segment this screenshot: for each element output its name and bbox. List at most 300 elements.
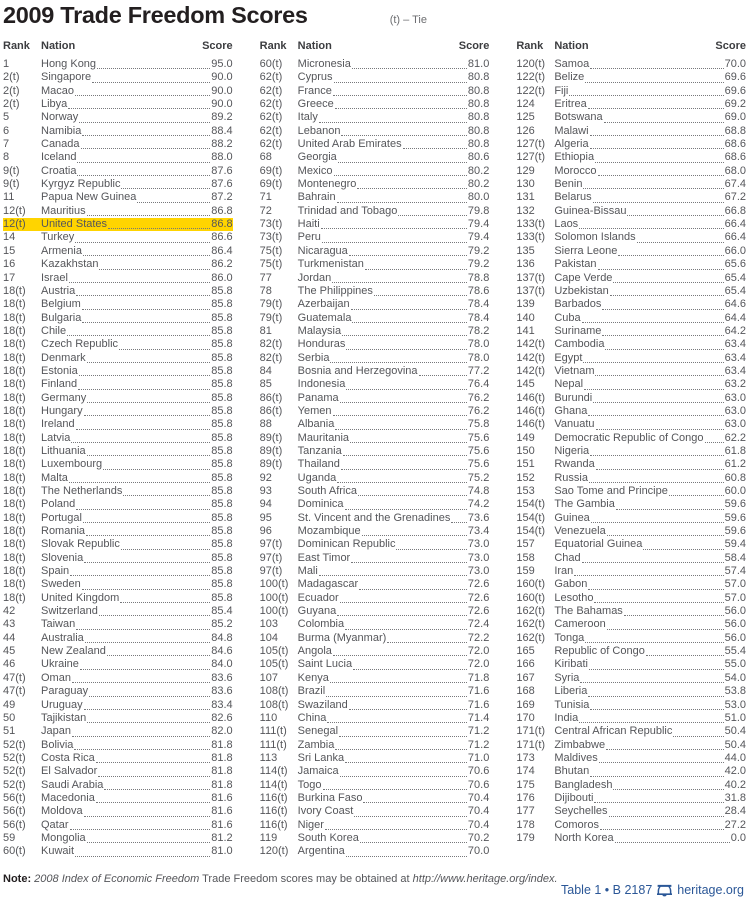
table-row [3, 472, 233, 485]
rank-cell: 100(t) [259, 605, 289, 618]
nation-cell: Rwanda [554, 458, 595, 471]
nation-cell: Turkey [41, 231, 75, 244]
nation-cell: India [554, 711, 579, 724]
nation-cell: Moldova [41, 805, 83, 818]
dot-leader [346, 378, 467, 389]
nation-cell: New Zealand [41, 645, 106, 658]
dot-leader [588, 578, 723, 589]
table-row [260, 779, 490, 792]
nation-cell: Dominican Republic [297, 538, 396, 551]
nation-cell: Burma (Myanmar) [297, 631, 387, 644]
score-cell: 78.4 [467, 311, 490, 324]
nation-cell: Bolivia [41, 738, 74, 751]
dot-leader [618, 245, 723, 256]
table-row [3, 725, 233, 738]
table-row-highlighted [3, 218, 233, 231]
score-cell: 90.0 [211, 71, 233, 84]
table-row [516, 85, 746, 98]
rank-cell: 18(t) [3, 311, 26, 324]
nation-header: Nation [554, 40, 589, 52]
dot-leader [85, 632, 210, 643]
score-cell: 78.2 [467, 324, 490, 337]
nation-cell: Guinea-Bissau [554, 204, 627, 217]
score-cell: 70.4 [467, 791, 490, 804]
rank-cell: 178 [516, 818, 535, 831]
dot-leader [345, 618, 467, 629]
table-row [260, 71, 490, 84]
dot-leader [590, 138, 724, 149]
nation-cell: Uruguay [41, 698, 83, 711]
rank-cell: 142(t) [516, 364, 546, 377]
nation-cell: United States [41, 218, 108, 231]
table-row [260, 578, 490, 591]
rank-cell: 43 [3, 618, 16, 631]
nation-cell: Hong Kong [41, 58, 97, 70]
nation-cell: Mozambique [297, 525, 361, 538]
rank-cell: 1 [3, 58, 10, 70]
table-row [260, 739, 490, 752]
dot-leader [322, 231, 467, 242]
table-row [3, 272, 233, 285]
score-cell: 73.0 [467, 565, 490, 578]
table-row [3, 392, 233, 405]
score-header: Score [715, 40, 746, 52]
rank-cell: 52(t) [3, 778, 26, 791]
rank-cell: 18(t) [3, 511, 26, 524]
table-row [260, 552, 490, 565]
score-cell: 81.8 [211, 778, 233, 791]
rank-cell: 140 [516, 311, 535, 324]
rank-cell: 162(t) [516, 605, 546, 618]
table-row [516, 378, 746, 391]
score-header: Score [458, 40, 490, 52]
score-cell: 63.4 [724, 351, 746, 364]
dot-leader [84, 805, 211, 816]
nation-cell: Saint Lucia [297, 658, 353, 671]
table-row [516, 552, 746, 565]
table-row [516, 752, 746, 765]
dot-leader [84, 699, 211, 710]
table-row [516, 725, 746, 738]
table-row [260, 178, 490, 191]
rank-cell: 149 [516, 431, 535, 444]
score-cell: 70.6 [467, 778, 490, 791]
nation-cell: Ivory Coast [297, 805, 354, 818]
rank-cell: 69(t) [259, 164, 283, 177]
nation-cell: Latvia [41, 431, 71, 444]
dot-leader [89, 685, 210, 696]
table-row [260, 645, 490, 658]
table-row [3, 285, 233, 298]
table-row [516, 365, 746, 378]
score-cell: 53.8 [724, 685, 746, 698]
score-cell: 60.0 [724, 485, 746, 497]
dot-leader [341, 125, 466, 136]
nation-cell: Tonga [554, 631, 585, 644]
dot-leader [321, 218, 467, 229]
dot-leader [595, 365, 723, 376]
score-cell: 59.6 [724, 525, 746, 538]
nation-cell: Sweden [41, 578, 81, 591]
score-cell: 87.6 [211, 178, 233, 191]
rank-cell: 158 [516, 551, 535, 564]
dot-leader [624, 605, 724, 616]
rank-cell: 166 [516, 658, 535, 671]
rank-cell: 44 [3, 631, 16, 644]
score-cell: 85.8 [211, 458, 233, 471]
score-cell: 59.6 [724, 498, 746, 511]
rank-cell: 18(t) [3, 404, 26, 417]
nation-cell: China [297, 711, 327, 724]
rank-cell: 82(t) [259, 351, 283, 364]
note-url: http://www.heritage.org/index. [412, 872, 558, 885]
nation-cell: Mongolia [41, 831, 86, 844]
dot-leader [71, 432, 210, 443]
nation-cell: Czech Republic [41, 338, 119, 351]
table-row [260, 632, 490, 645]
rank-cell: 52(t) [3, 765, 26, 778]
score-cell: 85.8 [211, 338, 233, 351]
rank-cell: 47(t) [3, 671, 26, 684]
score-cell: 89.2 [211, 111, 233, 124]
rank-cell: 52(t) [3, 751, 26, 764]
table-row [3, 151, 233, 164]
rank-cell: 176 [516, 791, 535, 804]
score-cell: 70.6 [467, 765, 490, 778]
rank-cell: 88 [259, 418, 272, 431]
table-row [516, 498, 746, 511]
score-cell: 82.6 [211, 711, 233, 724]
dot-leader [357, 178, 467, 189]
rank-cell: 110 [259, 711, 278, 724]
nation-cell: Finland [41, 378, 78, 391]
rank-cell: 12(t) [3, 218, 26, 231]
table-row [3, 498, 233, 511]
score-cell: 85.8 [211, 551, 233, 564]
rank-cell: 120(t) [516, 58, 546, 70]
dot-leader [627, 205, 723, 216]
nation-cell: Belize [554, 71, 585, 84]
nation-cell: Guinea [554, 511, 590, 524]
rank-cell: 104 [259, 631, 279, 644]
nation-cell: Papua New Guinea [41, 191, 137, 204]
table-row [260, 752, 490, 765]
nation-cell: Dominica [297, 498, 344, 511]
nation-cell: Japan [41, 725, 71, 738]
score-cell: 83.6 [211, 685, 233, 698]
dot-leader [349, 699, 467, 710]
rank-cell: 71 [259, 191, 272, 204]
score-cell: 75.6 [467, 444, 490, 457]
rank-cell: 75(t) [259, 258, 283, 271]
dot-leader [333, 645, 467, 656]
rank-cell: 174 [516, 765, 535, 778]
dot-leader [87, 832, 211, 843]
rank-cell: 17 [3, 271, 16, 284]
score-column-2 [260, 40, 490, 859]
rank-cell: 89(t) [259, 458, 283, 471]
score-cell: 61.2 [724, 458, 746, 471]
dot-leader [325, 819, 467, 830]
score-cell: 51.0 [724, 711, 746, 724]
dot-leader [87, 445, 211, 456]
nation-cell: Egypt [554, 351, 583, 364]
score-cell: 57.0 [724, 578, 746, 591]
score-cell: 27.2 [724, 818, 746, 831]
dot-leader [345, 752, 467, 763]
rank-cell: 62(t) [259, 124, 283, 137]
table-row [516, 605, 746, 618]
table-row [260, 111, 490, 124]
rank-cell: 141 [516, 324, 535, 337]
table-row [260, 151, 490, 164]
score-cell: 73.4 [467, 525, 490, 538]
nation-cell: Trinidad and Tobago [297, 204, 398, 217]
table-row [516, 58, 746, 71]
score-cell: 85.8 [211, 378, 233, 391]
score-cell: 50.4 [724, 738, 746, 751]
score-cell: 80.2 [467, 178, 490, 191]
rank-cell: 56(t) [3, 818, 26, 831]
table-row [3, 111, 233, 124]
rank-cell: 116(t) [259, 818, 288, 831]
dot-leader [359, 578, 467, 589]
rank-cell: 111(t) [259, 725, 287, 738]
table-row [516, 125, 746, 138]
table-row [3, 258, 233, 271]
table-row [3, 672, 233, 685]
score-cell: 59.6 [724, 511, 746, 524]
table-row [516, 338, 746, 351]
nation-cell: Cape Verde [554, 271, 613, 284]
rank-cell: 11 [3, 191, 15, 204]
table-row [516, 592, 746, 605]
nation-cell: Macedonia [41, 791, 95, 804]
nation-cell: The Netherlands [41, 485, 123, 497]
dot-leader [76, 285, 210, 296]
rank-cell: 129 [516, 164, 535, 177]
dot-leader [350, 432, 467, 443]
dot-leader [337, 191, 467, 202]
nation-cell: Croatia [41, 164, 77, 177]
dot-leader [583, 352, 723, 363]
rank-cell: 100(t) [259, 578, 289, 591]
dot-leader [137, 191, 210, 202]
rank-cell: 146(t) [516, 391, 546, 404]
site-link: heritage.org [677, 883, 744, 897]
rank-cell: 116(t) [259, 805, 288, 818]
score-cell: 78.4 [467, 298, 490, 311]
dot-leader [606, 739, 724, 750]
score-cell: 85.8 [211, 485, 233, 497]
table-row [3, 538, 233, 551]
nation-cell: South Korea [297, 831, 359, 844]
table-row [260, 165, 490, 178]
table-row [3, 618, 233, 631]
nation-cell: Canada [41, 138, 80, 151]
table-row [260, 205, 490, 218]
nation-cell: Malaysia [297, 324, 342, 337]
nation-cell: The Philippines [297, 284, 373, 297]
table-row [3, 819, 233, 832]
table-row [516, 618, 746, 631]
table-row [260, 58, 490, 71]
table-row [3, 658, 233, 671]
table-row [516, 832, 746, 845]
score-cell: 85.4 [211, 605, 233, 618]
table-row [3, 71, 233, 84]
dot-leader [591, 512, 724, 523]
nation-cell: Portugal [41, 511, 82, 524]
note-label: Note: [3, 872, 32, 885]
score-cell: 85.8 [211, 471, 233, 484]
nation-cell: Malawi [554, 124, 589, 137]
table-row [3, 418, 233, 431]
dot-leader [593, 191, 724, 202]
nation-cell: Guyana [297, 605, 337, 618]
score-cell: 31.8 [724, 791, 746, 804]
dot-leader [607, 618, 724, 629]
dot-leader [97, 58, 210, 69]
nation-cell: Mauritania [297, 431, 350, 444]
rank-cell: 108(t) [259, 685, 289, 698]
rank-cell: 97(t) [259, 538, 283, 551]
rank-cell: 160(t) [516, 591, 546, 604]
dot-leader [87, 352, 211, 363]
nation-cell: Vietnam [554, 364, 595, 377]
table-row [516, 151, 746, 164]
nation-cell: Chile [41, 324, 67, 337]
score-cell: 55.4 [724, 645, 746, 658]
score-cell: 56.0 [724, 605, 746, 618]
score-cell: 28.4 [724, 805, 746, 818]
score-cell: 64.2 [724, 324, 746, 337]
score-cell: 85.8 [211, 351, 233, 364]
nation-cell: Georgia [297, 151, 337, 164]
header [3, 2, 746, 29]
score-cell: 81.8 [211, 765, 233, 778]
score-cell: 80.8 [467, 138, 490, 151]
rank-cell: 152 [516, 471, 535, 484]
nation-cell: Iran [554, 565, 574, 578]
score-cell: 62.2 [724, 431, 746, 444]
nation-cell: Ukraine [41, 658, 79, 671]
rank-cell: 18(t) [3, 391, 26, 404]
table-row [260, 378, 490, 391]
table-row [260, 98, 490, 111]
score-cell: 58.4 [724, 551, 746, 564]
table-row [3, 125, 233, 138]
column-header [3, 40, 233, 52]
score-cell: 69.0 [724, 111, 746, 124]
nation-cell: Montenegro [297, 178, 357, 191]
footer-credit [561, 883, 744, 897]
rank-cell: 62(t) [259, 138, 283, 151]
score-cell: 85.8 [211, 565, 233, 578]
score-cell: 64.4 [724, 311, 746, 324]
rank-cell: 79(t) [259, 311, 283, 324]
dot-leader [589, 658, 724, 669]
table-row [260, 805, 490, 818]
score-cell: 70.2 [467, 831, 490, 844]
score-cell: 84.6 [211, 645, 233, 658]
rank-cell: 146(t) [516, 404, 546, 417]
score-cell: 67.2 [724, 191, 746, 204]
table-row [516, 138, 746, 151]
rank-cell: 169 [516, 698, 535, 711]
nation-cell: Australia [41, 631, 84, 644]
nation-cell: Seychelles [554, 805, 608, 818]
table-row [260, 672, 490, 685]
rank-cell: 150 [516, 444, 535, 457]
dot-leader [98, 765, 210, 776]
nation-cell: Costa Rica [41, 751, 95, 764]
score-cell: 85.8 [211, 444, 233, 457]
dot-leader [72, 725, 210, 736]
score-cell: 66.4 [724, 218, 746, 231]
rank-cell: 18(t) [3, 591, 26, 604]
rank-cell: 18(t) [3, 324, 26, 337]
rank-cell: 18(t) [3, 418, 26, 431]
score-cell: 76.2 [467, 404, 490, 417]
score-cell: 68.6 [724, 138, 746, 151]
table-row [3, 685, 233, 698]
table-row [3, 58, 233, 71]
score-cell: 90.0 [211, 98, 233, 111]
rank-cell: 89(t) [259, 444, 283, 457]
dot-leader [74, 739, 210, 750]
table-row [260, 405, 490, 418]
table-row [260, 298, 490, 311]
rank-cell: 113 [259, 751, 278, 764]
dot-leader [80, 658, 210, 669]
table-row [516, 699, 746, 712]
rank-cell: 97(t) [259, 565, 283, 578]
rank-cell: 93 [259, 485, 272, 497]
score-column-1 [3, 40, 233, 859]
nation-cell: Democratic Republic of Congo [554, 431, 704, 444]
dot-leader [99, 605, 210, 616]
nation-cell: Libya [41, 98, 68, 111]
dot-leader [451, 512, 467, 523]
score-cell: 86.8 [211, 204, 233, 217]
table-row [516, 392, 746, 405]
rank-cell: 18(t) [3, 444, 26, 457]
rank-cell: 68 [259, 151, 272, 164]
score-cell: 78.0 [467, 338, 490, 351]
score-cell: 71.8 [467, 671, 490, 684]
table-row [3, 525, 233, 538]
rank-cell: 122(t) [516, 84, 546, 97]
dot-leader [96, 792, 210, 803]
nation-cell: Mauritius [41, 204, 86, 217]
nation-cell: Saudi Arabia [41, 778, 104, 791]
table-row [260, 138, 490, 151]
dot-leader [669, 485, 724, 496]
table-row [3, 779, 233, 792]
score-cell: 44.0 [724, 751, 746, 764]
nation-cell: Samoa [554, 58, 590, 70]
nation-cell: United Arab Emirates [297, 138, 402, 151]
table-row [260, 392, 490, 405]
rank-cell: 157 [516, 538, 535, 551]
rank-cell: 6 [3, 124, 10, 137]
table-row [516, 485, 746, 498]
table-row [3, 338, 233, 351]
rank-cell: 18(t) [3, 498, 26, 511]
table-row [516, 819, 746, 832]
score-cell: 75.2 [467, 471, 490, 484]
